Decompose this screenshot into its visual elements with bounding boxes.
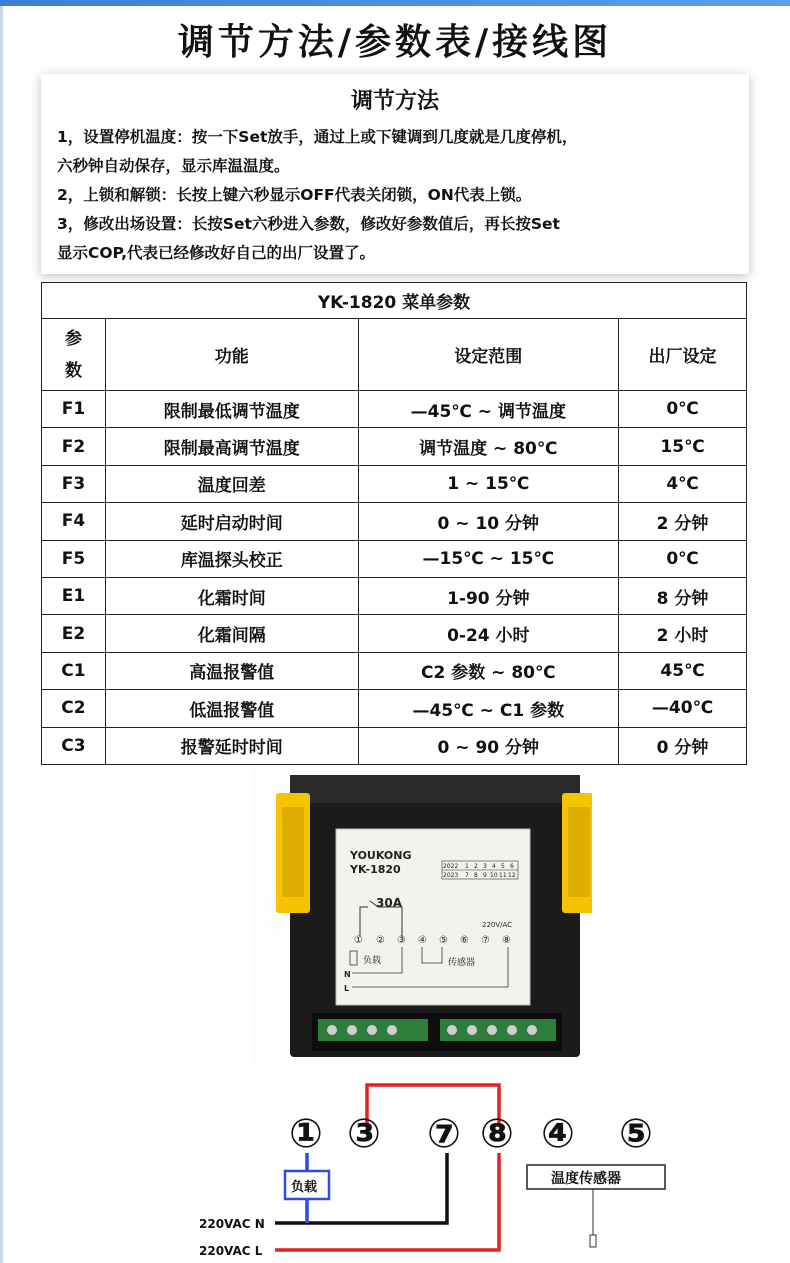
param-default: 15℃ [619, 428, 747, 465]
table-row [42, 465, 747, 502]
param-default: 4℃ [619, 465, 747, 502]
device-top-edge [290, 775, 580, 803]
terminal-number: ⑤ [439, 935, 448, 946]
header-param [42, 319, 106, 391]
wiring-diagram-svg [195, 1075, 695, 1263]
adjustment-method-card [41, 74, 749, 274]
terminal-number: ⑧ [502, 935, 511, 946]
right-clip-inner [568, 807, 590, 897]
header-param-text: 参数 [64, 328, 82, 381]
device-n-label: N [344, 970, 351, 979]
param-function: 高温报警值 [105, 652, 358, 689]
screw-icon [387, 1025, 397, 1035]
table-row [42, 428, 747, 465]
device-photo [252, 767, 592, 1067]
table-row [42, 391, 747, 428]
terminal-number: ④ [418, 935, 427, 946]
page-title: 调节方法/参数表/接线图 [177, 22, 613, 63]
param-range: 0 ~ 90 分钟 [358, 727, 619, 764]
screw-icon [367, 1025, 377, 1035]
param-code: F5 [42, 540, 106, 577]
date-cell: 11 [499, 872, 507, 879]
param-code: F1 [42, 391, 106, 428]
param-function: 限制最低调节温度 [105, 391, 358, 428]
date-cell: 12 [508, 872, 516, 879]
left-clip-inner [282, 807, 304, 897]
param-range: 1 ~ 15℃ [358, 465, 619, 502]
terminal-number: ⑦ [481, 935, 490, 946]
param-range: —45℃ ~ C1 参数 [358, 690, 619, 727]
date-cell: 6 [510, 863, 514, 870]
param-default: 8 分钟 [619, 577, 747, 614]
parameter-table [41, 282, 747, 765]
param-code: E1 [42, 577, 106, 614]
param-range: 调节温度 ~ 80℃ [358, 428, 619, 465]
screw-icon [487, 1025, 497, 1035]
device-back-illustration [252, 767, 592, 1067]
header-default: 出厂设定 [619, 319, 747, 391]
param-default: 0 分钟 [619, 727, 747, 764]
param-function: 报警延时时间 [105, 727, 358, 764]
param-default: 2 小时 [619, 615, 747, 652]
method-heading: 调节方法 [350, 89, 439, 114]
param-code: C3 [42, 727, 106, 764]
terminal-number: ② [376, 935, 385, 946]
date-cell: 3 [483, 863, 487, 870]
screw-icon [507, 1025, 517, 1035]
table-row [42, 540, 747, 577]
param-default: 45℃ [619, 652, 747, 689]
terminal-strip-right [440, 1019, 556, 1041]
date-cell: 5 [501, 863, 505, 870]
date-cell: 10 [490, 872, 498, 879]
screw-icon [467, 1025, 477, 1035]
wiring-n-label: 220VAC N [199, 1217, 265, 1231]
screw-icon [527, 1025, 537, 1035]
table-caption-row [42, 283, 747, 319]
method-line: 2，上锁和解锁：长按上键六秒显示OFF代表关闭锁，ON代表上锁。 [57, 186, 532, 204]
terminal-number: ⑥ [460, 935, 469, 946]
param-range: C2 参数 ~ 80℃ [358, 652, 619, 689]
param-function: 低温报警值 [105, 690, 358, 727]
wiring-terminal-7: ⑦ [427, 1111, 461, 1157]
param-function: 库温探头校正 [105, 540, 358, 577]
wiring-l-label: 220VAC L [199, 1244, 263, 1258]
terminal-number: ③ [397, 935, 406, 946]
relay-rating: 30A [376, 896, 402, 910]
wiring-terminal-4: ④ [541, 1111, 575, 1157]
param-function: 温度回差 [105, 465, 358, 502]
param-code: F3 [42, 465, 106, 502]
wiring-terminal-8: ⑧ [480, 1111, 514, 1157]
table-row [42, 652, 747, 689]
device-l-label: L [344, 984, 350, 993]
left-rail [0, 6, 3, 1263]
screw-icon [347, 1025, 357, 1035]
header-function: 功能 [105, 319, 358, 391]
header-range: 设定范围 [358, 319, 619, 391]
device-sensor-label: 传感器 [448, 958, 476, 968]
wiring-sensor-label: 温度传感器 [551, 1171, 621, 1187]
param-function: 延时启动时间 [105, 503, 358, 540]
param-range: —15℃ ~ 15℃ [358, 540, 619, 577]
wiring-diagram [195, 1075, 695, 1263]
method-lines [41, 115, 749, 268]
method-line: 六秒钟自动保存，显示库温温度。 [57, 157, 290, 175]
date-cell: 9 [483, 872, 487, 879]
param-range: 0-24 小时 [358, 615, 619, 652]
date-cell: 7 [465, 872, 469, 879]
param-range: —45℃ ~ 调节温度 [358, 391, 619, 428]
sensor-probe-icon [590, 1235, 596, 1247]
param-code: E2 [42, 615, 106, 652]
method-line: 显示COP,代表已经修改好自己的出厂设置了。 [57, 244, 375, 262]
param-default: 0℃ [619, 391, 747, 428]
method-line: 1，设置停机温度：按一下Set放手，通过上或下键调到几度就是几度停机， [57, 128, 578, 146]
wiring-terminal-5: ⑤ [619, 1111, 653, 1157]
date-cell: 2 [474, 863, 478, 870]
date-cell: 1 [465, 863, 469, 870]
table-header-row [42, 319, 747, 391]
param-default: 2 分钟 [619, 503, 747, 540]
method-line: 3，修改出场设置：长按Set六秒进入参数，修改好参数值后，再长按Set [57, 215, 560, 233]
device-load-label: 负载 [363, 956, 382, 966]
screw-icon [447, 1025, 457, 1035]
device-model: YK-1820 [350, 863, 401, 876]
date-cell: 2022 [443, 863, 459, 870]
voltage-label: 220V/AC [482, 921, 513, 929]
wiring-terminal-3: ③ [347, 1111, 381, 1157]
top-accent-stripe [0, 0, 790, 6]
table-caption: YK-1820 菜单参数 [42, 283, 747, 319]
param-range: 0 ~ 10 分钟 [358, 503, 619, 540]
terminal-number: ① [354, 935, 363, 946]
wiring-terminal-1: ① [289, 1111, 323, 1157]
param-code: C1 [42, 652, 106, 689]
date-cell: 2023 [443, 872, 459, 879]
param-function: 限制最高调节温度 [105, 428, 358, 465]
table-row [42, 577, 747, 614]
table-row [42, 503, 747, 540]
param-function: 化霜间隔 [105, 615, 358, 652]
param-code: F4 [42, 503, 106, 540]
wiring-load-label: 负载 [291, 1180, 318, 1195]
table-row [42, 690, 747, 727]
param-code: C2 [42, 690, 106, 727]
date-cell: 4 [492, 863, 496, 870]
param-code: F2 [42, 428, 106, 465]
screw-icon [327, 1025, 337, 1035]
table-row [42, 727, 747, 764]
device-brand: YOUKONG [350, 849, 412, 862]
param-default: 0℃ [619, 540, 747, 577]
table-row [42, 615, 747, 652]
param-range: 1-90 分钟 [358, 577, 619, 614]
param-default: —40℃ [619, 690, 747, 727]
param-function: 化霜时间 [105, 577, 358, 614]
date-cell: 8 [474, 872, 478, 879]
